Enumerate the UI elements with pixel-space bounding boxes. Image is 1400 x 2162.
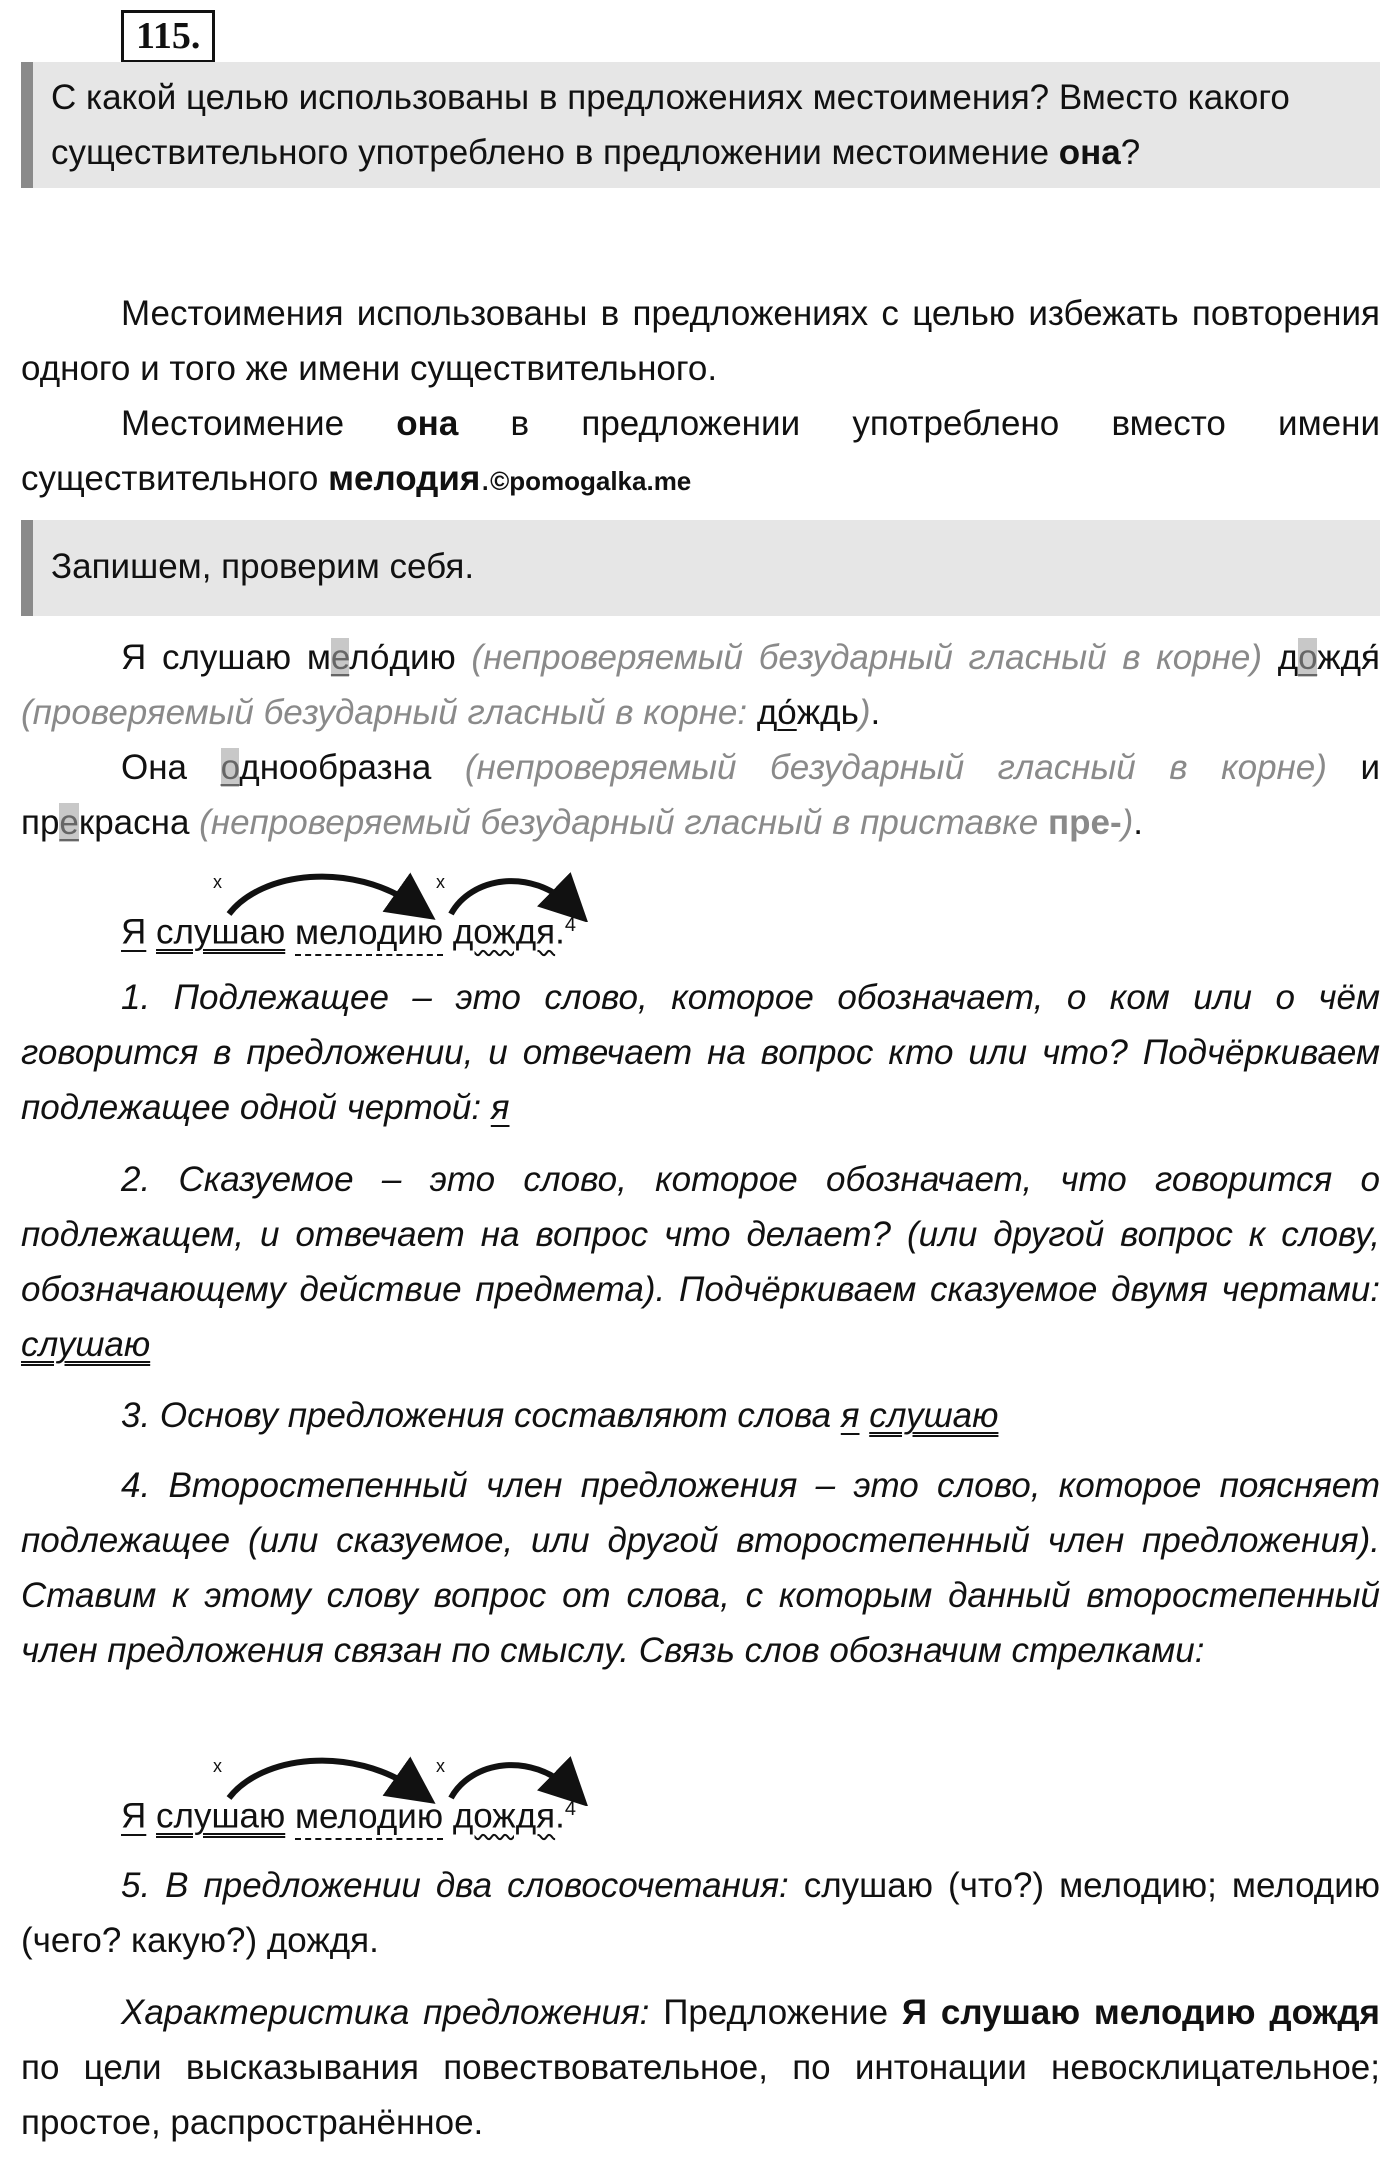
x-mark-2: x	[436, 872, 445, 892]
step-1-word: я	[490, 1088, 510, 1127]
sentence-end-2: .	[555, 1796, 565, 1836]
step-3-text: 3. Основу предложения составляют слова	[121, 1396, 841, 1435]
s1-note-2-end: )	[858, 693, 871, 732]
s1-vowel: е	[330, 638, 350, 677]
s2-prefix: пре-	[1048, 803, 1122, 842]
s1-check-b: ждь	[796, 693, 859, 732]
characteristic-bold: Я слушаю мелодию дождя	[901, 1993, 1380, 2032]
question-end: ?	[1120, 133, 1141, 172]
characteristic	[21, 1985, 1380, 2150]
spelling-sentence-1	[21, 630, 1380, 740]
s1-d: ждя́	[1317, 638, 1380, 677]
attribute-word: дождя	[452, 912, 556, 952]
s1-c: д	[1277, 638, 1299, 677]
step-5	[21, 1858, 1380, 1968]
sentence-end: .	[555, 912, 565, 952]
sentence-sup: 4	[564, 914, 576, 936]
answer-p2	[21, 396, 1380, 509]
step-5-text: слушаю (что?) мелодию; мелодию (чего? какую?) дождя.	[21, 1866, 1380, 1960]
s1-vowel-2: о	[1298, 638, 1318, 677]
subject-word: Я	[121, 912, 147, 952]
task-number: 115.	[121, 10, 215, 63]
x-mark-4: x	[436, 1756, 445, 1776]
s2-a: Она	[121, 748, 221, 787]
step-4: 4. Второстепенный член предложения – это слово, которое поясняет подлежащее (или сказуемое, или другой второстепенный член предложения). Ставим к этому слову вопрос от слова, с которым данный второстепенный член предложения связан по смыслу. Связь слов обозначим стрелками:	[21, 1466, 1380, 1670]
characteristic-a: Предложение	[649, 1993, 902, 2032]
question-bold: она	[1058, 133, 1121, 172]
spelling-sentence-2	[21, 740, 1380, 850]
s2-note-2-end: )	[1121, 803, 1134, 842]
s1-b: ло́дию	[349, 638, 456, 677]
predicate-word-2: слушаю	[156, 1796, 286, 1836]
object-word-2: мелодию	[295, 1797, 443, 1840]
step-3-word-2: слушаю	[869, 1396, 999, 1435]
s2-note-2: (непроверяемый безударный гласный в приставке	[189, 803, 1048, 842]
step-3	[21, 1388, 1380, 1443]
answer-p2-e: .	[480, 459, 491, 498]
s2-c: и пр	[21, 748, 1381, 842]
step-3-word-1: я	[840, 1396, 860, 1435]
sentence-sup-2: 4	[564, 1798, 576, 1820]
answer-p2-bold-1: она	[396, 404, 459, 443]
subject-word-2: Я	[121, 1796, 147, 1836]
question-text: С какой целью использованы в предложениях местоимения? Вместо какого существительного употреблено в предложении местоимение	[51, 78, 1290, 172]
s2-b: днообразна	[239, 748, 432, 787]
x-mark-3: x	[213, 1756, 222, 1776]
characteristic-label: Характеристика предложения:	[121, 1993, 650, 2032]
object-word: мелодию	[295, 913, 443, 956]
s1-check-a: д	[756, 693, 778, 732]
predicate-word: слушаю	[156, 912, 286, 952]
step-1-text: 1. Подлежащее – это слово, которое обозначает, о ком или о чём говорится в предложении, и отвечает на вопрос кто или что? Подчёркиваем подлежащее одной чертой:	[21, 978, 1380, 1127]
parsed-sentence-2	[121, 1782, 576, 1844]
s1-end: .	[870, 693, 881, 732]
answer-p2-c: в предложении употреблено вместо имени существительного	[21, 404, 1381, 498]
step-2-word: слушаю	[21, 1325, 151, 1364]
question-box	[21, 62, 1380, 188]
s2-end: .	[1133, 803, 1144, 842]
parsed-sentence-1	[121, 898, 576, 960]
s2-d: красна	[78, 803, 190, 842]
copyright: ©pomogalka.me	[490, 466, 692, 496]
step-1	[21, 970, 1380, 1135]
step-2	[21, 1152, 1380, 1372]
s1-check-vowel: о́	[777, 693, 797, 732]
s1-a: Я слушаю м	[121, 638, 331, 677]
s2-note-1: (непроверяемый безударный гласный в корне)	[431, 748, 1327, 787]
s2-vowel-2: е	[59, 803, 79, 842]
answer-p1: Местоимения использованы в предложениях с целью избежать повторения одного и того же имени существительного.	[21, 294, 1380, 388]
attribute-word-2: дождя	[452, 1796, 556, 1836]
characteristic-b: по цели высказывания повествовательное, по интонации невосклицательное; простое, распространённое.	[21, 2048, 1380, 2142]
step-5-italic: 5. В предложении два словосочетания:	[121, 1866, 789, 1905]
answer-p2-a: Местоимение	[121, 404, 397, 443]
s1-note-1: (непроверяемый безударный гласный в корне)	[455, 638, 1278, 677]
s2-vowel: о	[220, 748, 240, 787]
s1-note-2: (проверяемый безударный гласный в корне:	[21, 693, 757, 732]
answer-p2-bold-2: мелодия	[328, 459, 481, 498]
check-box: Запишем, проверим себя.	[21, 520, 1380, 616]
step-2-text: 2. Сказуемое – это слово, которое обозначает, что говорится о подлежащем, и отвечает на вопрос что делает? (или другой вопрос к слову, обозначающему действие предмета). Подчёркиваем сказуемое двумя чертами:	[21, 1160, 1380, 1309]
x-mark-1: x	[213, 872, 222, 892]
